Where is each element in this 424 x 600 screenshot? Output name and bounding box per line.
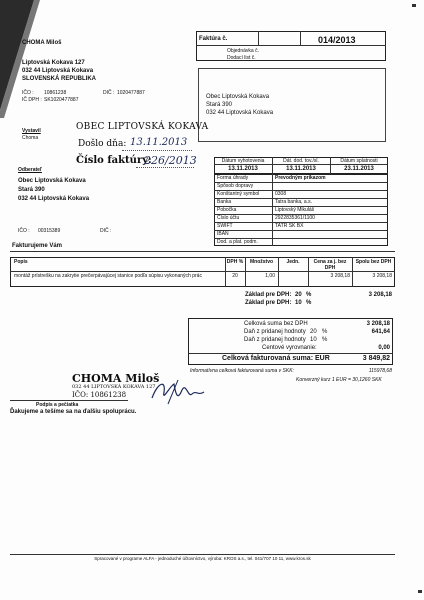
supplier-ico: 10861238 (44, 90, 67, 96)
item-vat: 20 (232, 273, 238, 279)
vat-base-10-label: Základ pre DPH: (245, 300, 292, 306)
customer-label: Odberateľ (18, 167, 42, 173)
supplier-city: 032 44 Liptovská Kokava (22, 68, 94, 74)
total-net: 3 208,18 (366, 321, 390, 327)
vat-base-20-pct: % (306, 292, 312, 298)
vat20-value: 641,64 (371, 329, 390, 335)
item-price: 3 208,18 (330, 273, 350, 279)
rounding-label: Centové vyrovnanie: (262, 345, 317, 351)
stamp-address: 032 44 LIPTOVSKÁ KOKAVA 127 (72, 384, 156, 390)
total-net-label: Celková suma bez DPH (244, 321, 308, 327)
payment-value: TATR SK BX (275, 223, 304, 229)
supplier-icdph-label: IČ DPH : (22, 97, 42, 103)
gross-label: Celková fakturovaná suma: EUR (222, 355, 330, 362)
vat-base-20-label: Základ pre DPH: (245, 292, 292, 298)
payment-label: Číslo účtu (217, 215, 240, 221)
signature-icon (148, 376, 208, 408)
received-stamp-name: OBEC LIPTOVSKÁ KOKAVA (76, 122, 209, 132)
date-tax: 13.11.2013 (286, 166, 316, 172)
customer-ico-label: IČO : (18, 228, 30, 234)
col-total: Spolu bez DPH (355, 259, 392, 265)
skk-label: Informatívna celková fakturovaná suma v SKK: (190, 368, 294, 374)
item-total: 3 208,18 (372, 273, 392, 279)
item-desc: montáž prístrešku na zakrytie prečerpávajúcej stanice podľa súpisu vykonaných prác (14, 273, 202, 279)
col-desc: Popis (14, 259, 28, 265)
payment-label: Spôsob dopravy (217, 183, 254, 189)
date-due-label: Dátum splatnosti (340, 158, 378, 164)
col-unit: Jedn. (286, 259, 300, 265)
payment-label: Dod. a plat. podm. (217, 239, 258, 245)
supplier-country: SLOVENSKÁ REPUBLIKA (22, 76, 97, 82)
vat-base-10-rate: 10 (295, 300, 302, 306)
issued-by-label: Vystavil (22, 128, 41, 134)
invoice-number-handwritten: 226/2013 (144, 154, 197, 167)
date-tax-label: Dát. dod. tov./sl. (283, 158, 319, 164)
software-note: Spracované v programe ALFA - jednoduché účtovníctvo, výroba: KROS a.s., tel. 041/707 10 11, www.kros.sk (94, 556, 311, 561)
vat-base-20-value: 3 208,18 (368, 292, 392, 298)
customer-street: Stará 390 (18, 187, 45, 193)
vat20-label: Daň z pridanej hodnoty (244, 329, 306, 335)
payment-value: Liptovský Mikuláš (275, 207, 315, 213)
invoice-number-label: Číslo faktúry: (76, 155, 152, 166)
vat-base-20-rate: 20 (295, 292, 302, 298)
received-date-label: Došlo dňa: (78, 139, 127, 149)
issued-by: Choma (22, 135, 39, 141)
vat20-rate: 20 (310, 329, 317, 335)
customer-ico: 00315389 (38, 228, 61, 234)
customer-dic-label: DIČ : (100, 228, 112, 234)
customer-name: Obec Liptovská Kokava (18, 178, 86, 184)
customer-city: 032 44 Liptovská Kokava (18, 196, 90, 202)
invoice-number: 014/2013 (318, 35, 356, 45)
payment-label: IBAN (217, 231, 229, 237)
thanks-text: Ďakujeme a tešíme sa na ďalšiu spoluprácu. (10, 409, 137, 415)
recipient-city: 032 44 Liptovská Kokava (206, 110, 274, 116)
supplier-icdph: SK1020477887 (44, 97, 79, 103)
rounding-value: 0,00 (378, 345, 390, 351)
payment-value: Prevodným príkazom (275, 175, 326, 181)
items-intro: Fakturujeme Vám (12, 243, 63, 249)
delivery-label: Dodací list č. (227, 55, 256, 61)
signature-label: Podpis a pečiatka (36, 402, 79, 408)
payment-label: Forma úhrady (217, 175, 249, 181)
col-price: Cena za j. bez DPH (313, 259, 347, 271)
payment-label: Pobočka (217, 207, 237, 213)
date-issued-label: Dátum vyhotovenia (221, 158, 265, 164)
supplier-ico-label: IČO : (22, 90, 34, 96)
supplier-street: Liptovská Kokava 127 (22, 60, 85, 66)
item-qty: 1,00 (265, 273, 275, 279)
date-due: 23.11.2013 (344, 166, 374, 172)
date-issued: 13.11.2013 (228, 166, 258, 172)
payment-label: Banka (217, 199, 232, 205)
order-label: Objednávka č. (227, 48, 259, 54)
payment-value: Tatra banka, a.s. (275, 199, 312, 205)
received-date: 13.11.2013 (130, 137, 188, 148)
recipient-name: Obec Liptovská Kokava (206, 94, 270, 100)
supplier-name: CHOMA Miloš (22, 40, 62, 46)
gross-value: 3 849,82 (362, 355, 390, 362)
vat10-label: Daň z pridanej hodnoty (244, 337, 306, 343)
vat10-rate: 10 (310, 337, 317, 343)
stamp-name: CHOMA Miloš (72, 372, 160, 385)
col-qty: Množstvo (249, 259, 274, 265)
vat-base-10-pct: % (306, 300, 312, 306)
scan-mark (418, 590, 422, 593)
payment-label: Konštantný symbol (217, 191, 260, 197)
payment-label: SWIFT (217, 223, 233, 229)
supplier-dic-label: DIČ : (103, 90, 115, 96)
stamp-ico: IČO: 10861238 (72, 391, 127, 399)
conversion-rate: Konverzný kurz 1 EUR = 30,1260 SKK (296, 377, 382, 383)
recipient-street: Stará 390 (206, 102, 233, 108)
col-vat: DPH % (226, 259, 244, 265)
supplier-dic: 1020477887 (117, 90, 145, 96)
skk-value: 115978,68 (368, 368, 392, 374)
scan-mark (412, 4, 416, 7)
invoice-label: Faktúra č. (199, 36, 228, 42)
payment-value: 0308 (275, 191, 287, 197)
payment-value: 2922835361/1100 (275, 215, 315, 221)
